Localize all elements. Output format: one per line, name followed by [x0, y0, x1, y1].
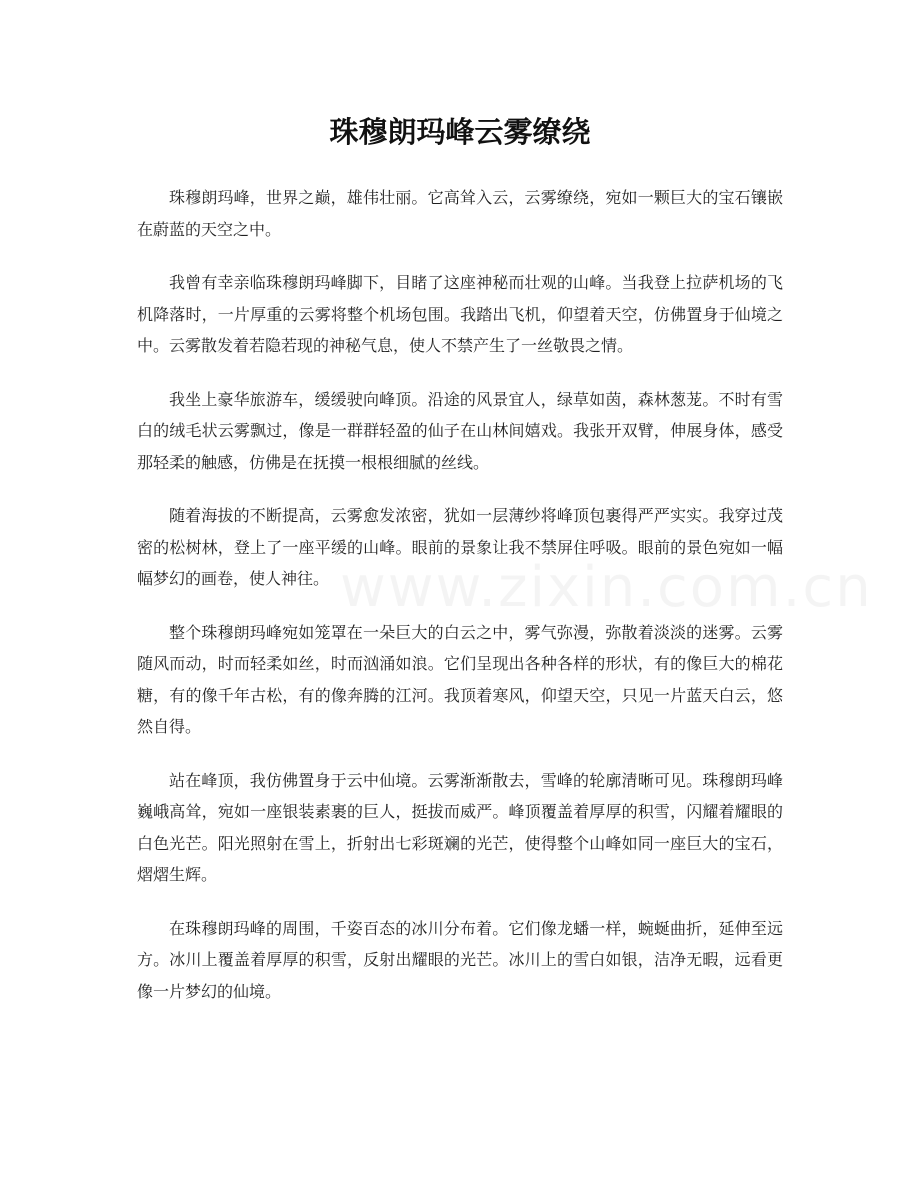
document-body [137, 182, 783, 1029]
paragraph-7: 在珠穆朗玛峰的周围，千姿百态的冰川分布着。它们像龙蟠一样，蜿蜒曲折，延伸至远方。冰川上覆盖着厚厚的积雪，反射出耀眼的光芒。冰川上的雪白如银，洁净无暇，远看更像一片梦幻的仙境。 [137, 918, 783, 1001]
paragraph-6: 站在峰顶，我仿佛置身于云中仙境。云雾渐渐散去，雪峰的轮廓清晰可见。珠穆朗玛峰巍峨高耸，宛如一座银装素裹的巨人，挺拔而威严。峰顶覆盖着厚厚的积雪，闪耀着耀眼的白色光芒。阳光照射在雪上，折射出七彩斑斓的光芒，使得整个山峰如同一座巨大的宝石，熠熠生辉。 [137, 770, 783, 884]
paragraph-5: 整个珠穆朗玛峰宛如笼罩在一朵巨大的白云之中，雾气弥漫，弥散着淡淡的迷雾。云雾随风而动，时而轻柔如丝，时而汹涌如浪。它们呈现出各种各样的形状，有的像巨大的棉花糖，有的像千年古松，有的像奔腾的江河。我顶着寒风，仰望天空，只见一片蓝天白云，悠然自得。 [137, 622, 783, 736]
paragraph-1: 珠穆朗玛峰，世界之巅，雄伟壮丽。它高耸入云，云雾缭绕，宛如一颗巨大的宝石镶嵌在蔚蓝的天空之中。 [137, 188, 783, 239]
paragraph-4: 随着海拔的不断提高，云雾愈发浓密，犹如一层薄纱将峰顶包裹得严严实实。我穿过茂密的松树林，登上了一座平缓的山峰。眼前的景象让我不禁屏住呼吸。眼前的景色宛如一幅幅梦幻的画卷，使人神往。 [137, 506, 783, 588]
document-title: 珠穆朗玛峰云雾缭绕 [329, 115, 591, 149]
paragraph-2: 我曾有幸亲临珠穆朗玛峰脚下，目睹了这座神秘而壮观的山峰。当我登上拉萨机场的飞机降落时，一片厚重的云雾将整个机场包围。我踏出飞机，仰望着天空，仿佛置身于仙境之中。云雾散发着若隐若现的神秘气息，使人不禁产生了一丝敬畏之情。 [137, 273, 783, 355]
paragraph-3: 我坐上豪华旅游车，缓缓驶向峰顶。沿途的风景宜人，绿草如茵，森林葱茏。不时有雪白的绒毛状云雾飘过，像是一群群轻盈的仙子在山林间嬉戏。我张开双臂，伸展身体，感受那轻柔的触感，仿佛是在抚摸一根根细腻的丝线。 [137, 389, 783, 472]
